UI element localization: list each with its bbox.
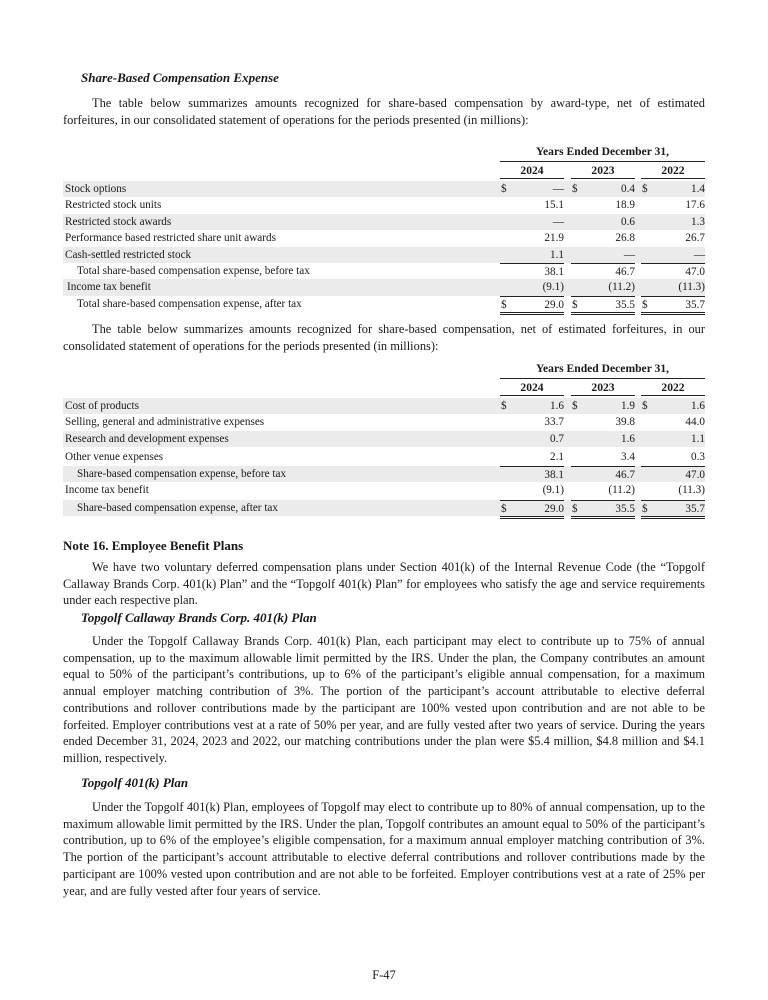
table-row bbox=[63, 279, 705, 295]
currency-symbol: $ bbox=[572, 298, 578, 311]
row-label: Other venue expenses bbox=[65, 451, 164, 463]
value-2023: 0.4 bbox=[621, 183, 635, 195]
value-2023: 46.7 bbox=[615, 469, 635, 481]
currency-symbol: $ bbox=[642, 183, 648, 195]
value-2022: 26.7 bbox=[685, 232, 705, 245]
value-2023: 35.5 bbox=[615, 503, 635, 515]
table-row bbox=[63, 482, 705, 498]
row-label: Restricted stock awards bbox=[65, 215, 172, 228]
currency-symbol: $ bbox=[501, 503, 507, 515]
value-2024: 1.1 bbox=[550, 248, 564, 261]
currency-symbol: $ bbox=[572, 503, 578, 515]
row-label: Share-based compensation expense, before tax bbox=[77, 468, 287, 480]
table-row-total bbox=[63, 296, 705, 312]
plan1-heading: Topgolf Callaway Brands Corp. 401(k) Plan bbox=[81, 610, 317, 625]
value-2023: 46.7 bbox=[615, 266, 635, 278]
value-2024: 33.7 bbox=[544, 416, 564, 429]
row-label: Cost of products bbox=[65, 400, 139, 412]
value-2023: 26.8 bbox=[615, 232, 635, 245]
value-2022: 17.6 bbox=[685, 199, 705, 212]
table1-year-2024: 2024 bbox=[500, 163, 564, 179]
currency-symbol: $ bbox=[642, 503, 648, 515]
value-2023: — bbox=[623, 248, 635, 261]
table-row-subtotal bbox=[63, 466, 705, 482]
value-2023: (11.2) bbox=[608, 281, 635, 294]
page-number: F-47 bbox=[372, 968, 396, 982]
value-2023: 39.8 bbox=[615, 416, 635, 429]
value-2023: 35.5 bbox=[615, 298, 635, 311]
value-2022: 1.6 bbox=[691, 400, 705, 412]
value-2024: (9.1) bbox=[542, 281, 564, 294]
table-row-total bbox=[63, 500, 705, 516]
plan2-heading: Topgolf 401(k) Plan bbox=[81, 775, 189, 790]
row-label: Performance based restricted share unit awards bbox=[65, 232, 276, 245]
table2-year-2022: 2022 bbox=[641, 380, 705, 396]
row-label: Cash-settled restricted stock bbox=[65, 248, 192, 261]
value-2024: 1.6 bbox=[550, 400, 564, 412]
table-row bbox=[63, 247, 705, 263]
value-2022: 47.0 bbox=[685, 266, 705, 278]
table-row bbox=[63, 398, 705, 414]
value-2024: 29.0 bbox=[544, 298, 564, 311]
table-row-subtotal bbox=[63, 263, 705, 279]
note16-intro-paragraph: We have two voluntary deferred compensation plans under Section 401(k) of the Internal Revenue Code (the “Topgolf Callaway Brands Corp. 401(k) Plan” and the “Topgolf 401(k) Plan” for employees who satisfy the age and service requirements under each respective plan. bbox=[63, 560, 705, 608]
table1-year-2022: 2022 bbox=[641, 163, 705, 179]
currency-symbol: $ bbox=[572, 400, 578, 412]
row-label: Selling, general and administrative expenses bbox=[65, 416, 265, 429]
table1-year-2023: 2023 bbox=[571, 163, 635, 179]
table2-year-2023: 2023 bbox=[571, 380, 635, 396]
value-2022: 47.0 bbox=[685, 469, 705, 481]
currency-symbol: $ bbox=[642, 400, 648, 412]
value-2023: 3.4 bbox=[621, 451, 635, 463]
value-2022: 44.0 bbox=[685, 416, 705, 429]
table2-period-header: Years Ended December 31, bbox=[500, 362, 705, 379]
value-2022: 1.1 bbox=[691, 432, 705, 445]
row-label: Research and development expenses bbox=[65, 432, 229, 445]
value-2024: 0.7 bbox=[550, 432, 564, 445]
row-label: Total share-based compensation expense, after tax bbox=[77, 297, 302, 310]
currency-symbol: $ bbox=[501, 183, 507, 195]
value-2023: (11.2) bbox=[608, 484, 635, 497]
row-label: Share-based compensation expense, after tax bbox=[77, 502, 278, 514]
currency-symbol: $ bbox=[501, 400, 507, 412]
value-2023: 1.6 bbox=[621, 432, 635, 445]
section-heading-share-based-compensation: Share-Based Compensation Expense bbox=[81, 70, 279, 85]
table-row bbox=[63, 431, 705, 447]
value-2024: 38.1 bbox=[544, 266, 564, 278]
row-label: Income tax benefit bbox=[67, 281, 151, 294]
value-2022: — bbox=[693, 248, 705, 261]
row-label: Stock options bbox=[65, 183, 127, 195]
plan2-paragraph: Under the Topgolf 401(k) Plan, employees of Topgolf may elect to contribute up to 80% of annual compensation, up to the maximum allowable limit permitted by the IRS. Under the plan, Topgolf contributes an amount equal to 50% of the participant’s contribution, up to 6% of the employee’s eligible compensation, for a maximum annual employer matching contribution of 3%. The portion of the participant’s account attributable to elective deferral contributions and rollover contributions made by the participant are 100% vested upon contribution and are not able to be forfeited. Employer contributions vest at a rate of 25% per year, and are fully vested after four years of service. bbox=[63, 800, 705, 898]
table-row bbox=[63, 181, 705, 197]
table1-period-header: Years Ended December 31, bbox=[500, 145, 705, 162]
table-row bbox=[63, 197, 705, 213]
value-2023: 0.6 bbox=[621, 215, 635, 228]
value-2024: 21.9 bbox=[544, 232, 564, 245]
table2-year-2024: 2024 bbox=[500, 380, 564, 396]
plan1-paragraph: Under the Topgolf Callaway Brands Corp. 401(k) Plan, each participant may elect to contribute up to 75% of annual compensation, up to the maximum allowable limit permitted by the IRS. Under the plan, the Company contributes an amount equal to 50% of the participant’s contributions, up to 6% of the participant’s eligible annual compensation, for a maximum annual employer matching contribution of 3%. The portion of the participant’s account attributable to elective deferral contributions and rollover contributions made by the participant are 100% vested upon contribution and are not able to be forfeited. Employer contributions vest at a rate of 50% per year, and are fully vested after two years of service. During the years ended December 31, 2024, 2023 and 2022, our matching contributions under the plan were $5.4 million, $4.8 million and $4.1 million, respectively. bbox=[63, 634, 705, 765]
table-row bbox=[63, 414, 705, 430]
row-label: Income tax benefit bbox=[65, 484, 149, 497]
row-label: Total share-based compensation expense, before tax bbox=[77, 265, 310, 277]
table-row bbox=[63, 230, 705, 246]
currency-symbol: $ bbox=[572, 183, 578, 195]
value-2024: 38.1 bbox=[544, 469, 564, 481]
value-2022: 35.7 bbox=[685, 503, 705, 515]
value-2023: 1.9 bbox=[621, 400, 635, 412]
currency-symbol: $ bbox=[501, 298, 507, 311]
value-2022: (11.3) bbox=[678, 484, 705, 497]
value-2022: 0.3 bbox=[691, 451, 705, 463]
value-2024: (9.1) bbox=[542, 484, 564, 497]
note16-heading: Note 16. Employee Benefit Plans bbox=[63, 538, 244, 553]
value-2024: 2.1 bbox=[550, 451, 564, 463]
table2-intro-paragraph: The table below summarizes amounts recognized for share-based compensation, net of estimated forfeitures, in our consolidated statement of operations for the periods presented (in millions): bbox=[63, 322, 705, 353]
table-row bbox=[63, 214, 705, 230]
value-2022: 1.3 bbox=[691, 215, 705, 228]
value-2023: 18.9 bbox=[615, 199, 635, 212]
table1-intro-paragraph: The table below summarizes amounts recognized for share-based compensation by award-type, net of estimated forfeitures, in our consolidated statement of operations for the periods presented (in millions): bbox=[63, 96, 705, 127]
currency-symbol: $ bbox=[642, 298, 648, 311]
value-2022: (11.3) bbox=[678, 281, 705, 294]
value-2024: — bbox=[552, 215, 564, 228]
value-2022: 1.4 bbox=[691, 183, 705, 195]
value-2022: 35.7 bbox=[685, 298, 705, 311]
value-2024: 29.0 bbox=[544, 503, 564, 515]
row-label: Restricted stock units bbox=[65, 199, 162, 212]
table-row bbox=[63, 448, 705, 466]
value-2024: 15.1 bbox=[544, 199, 564, 212]
value-2024: — bbox=[552, 183, 564, 195]
